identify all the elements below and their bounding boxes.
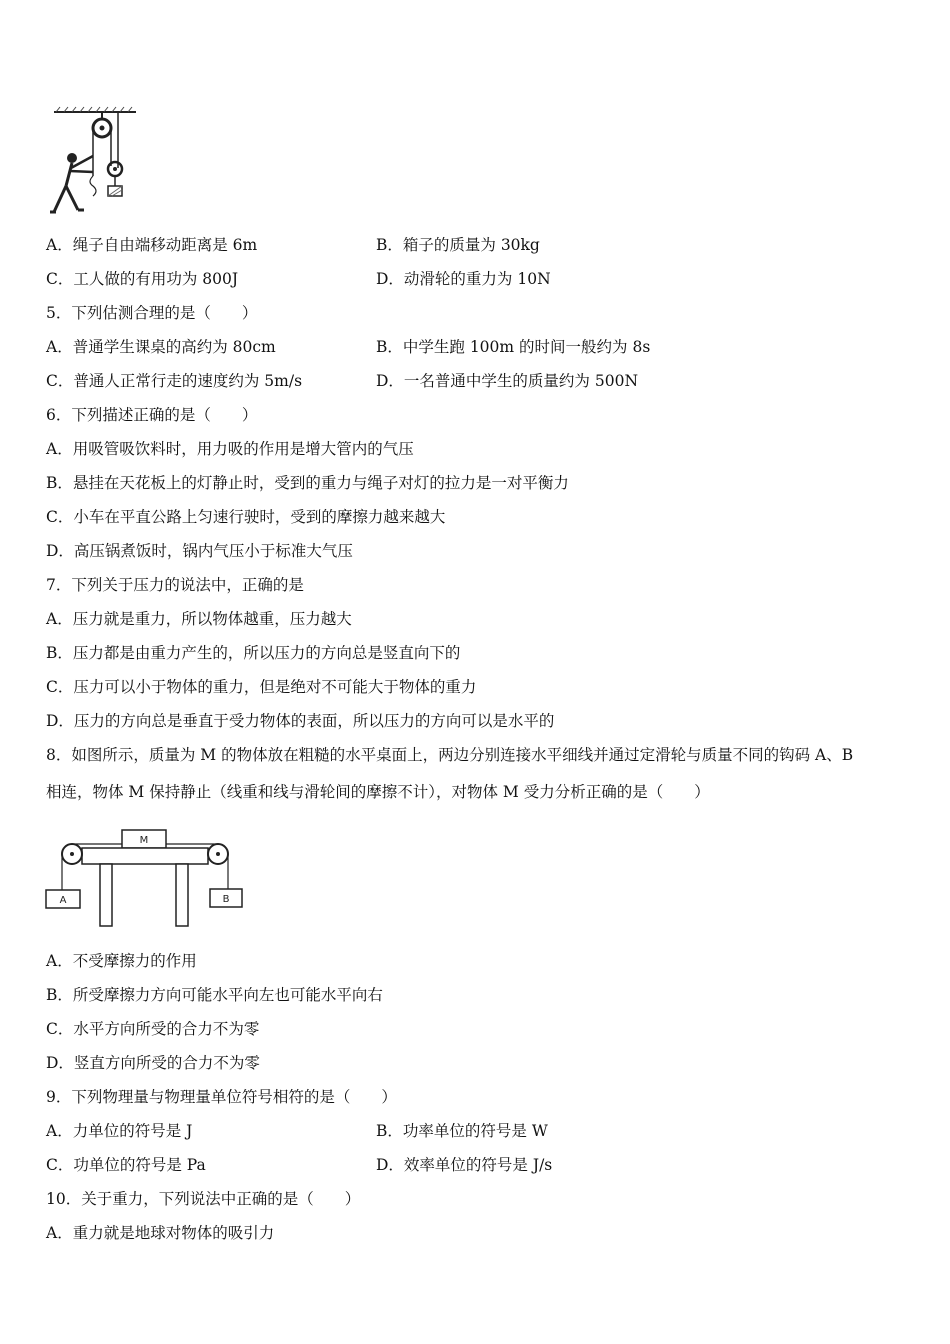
weight-b-label: B bbox=[222, 894, 230, 905]
q7-option-a: A．压力就是重力，所以物体越重，压力越大 bbox=[46, 610, 352, 628]
q10-stem: 10．关于重力，下列说法中正确的是（ ） bbox=[46, 1190, 361, 1208]
q8-option-a: A．不受摩擦力的作用 bbox=[46, 952, 197, 970]
q4-option-c: C．工人做的有用功为 800J bbox=[46, 270, 239, 288]
q5-stem: 5．下列估测合理的是（ ） bbox=[46, 304, 258, 322]
q7-option-c: C．压力可以小于物体的重力，但是绝对不可能大于物体的重力 bbox=[46, 678, 477, 696]
q4-option-a: A．绳子自由端移动距离是 6m bbox=[46, 236, 258, 254]
q8-option-b: B．所受摩擦力方向可能水平向左也可能水平向右 bbox=[46, 986, 383, 1004]
q5-option-c: C．普通人正常行走的速度约为 5m/s bbox=[46, 372, 303, 390]
q8-option-c: C．水平方向所受的合力不为零 bbox=[46, 1020, 260, 1038]
q8-stem-line1: 8．如图所示，质量为 M 的物体放在粗糙的水平桌面上，两边分别连接水平细线并通过定滑轮与质量不同的钩码 A、B bbox=[46, 746, 854, 764]
weight-a-label: A bbox=[59, 895, 67, 906]
q7-stem: 7．下列关于压力的说法中，正确的是 bbox=[46, 576, 304, 594]
q9-option-b: B．功率单位的符号是 W bbox=[376, 1122, 548, 1140]
q9-stem: 9．下列物理量与物理量单位符号相符的是（ ） bbox=[46, 1088, 397, 1106]
block-m-label: M bbox=[139, 835, 149, 846]
q5-option-b: B．中学生跑 100m 的时间一般约为 8s bbox=[376, 338, 651, 356]
q5-option-a: A．普通学生课桌的高约为 80cm bbox=[46, 338, 276, 356]
q6-option-c: C．小车在平直公路上匀速行驶时，受到的摩擦力越来越大 bbox=[46, 508, 446, 526]
table-pulley-figure bbox=[44, 826, 246, 930]
q6-option-a: A．用吸管吸饮料时，用力吸的作用是增大管内的气压 bbox=[46, 440, 414, 458]
q5-option-d: D．一名普通中学生的质量约为 500N bbox=[376, 372, 639, 390]
q8-option-d: D．竖直方向所受的合力不为零 bbox=[46, 1054, 260, 1072]
q10-option-a: A．重力就是地球对物体的吸引力 bbox=[46, 1224, 275, 1242]
pulley-worker-figure bbox=[44, 106, 140, 218]
q4-option-d: D．动滑轮的重力为 10N bbox=[376, 270, 551, 288]
q7-option-b: B．压力都是由重力产生的，所以压力的方向总是竖直向下的 bbox=[46, 644, 461, 662]
q6-stem: 6．下列描述正确的是（ ） bbox=[46, 406, 258, 424]
q4-option-b: B．箱子的质量为 30kg bbox=[376, 236, 540, 254]
q8-stem-line2: 相连，物体 M 保持静止（线重和线与滑轮间的摩擦不计），对物体 M 受力分析正确的是（ ） bbox=[46, 783, 710, 801]
q7-option-d: D．压力的方向总是垂直于受力物体的表面，所以压力的方向可以是水平的 bbox=[46, 712, 555, 730]
q9-option-d: D．效率单位的符号是 J/s bbox=[376, 1156, 553, 1174]
q6-option-b: B．悬挂在天花板上的灯静止时，受到的重力与绳子对灯的拉力是一对平衡力 bbox=[46, 474, 569, 492]
q9-option-c: C．功单位的符号是 Pa bbox=[46, 1156, 206, 1174]
q6-option-d: D．高压锅煮饭时，锅内气压小于标准大气压 bbox=[46, 542, 353, 560]
q9-option-a: A．力单位的符号是 J bbox=[46, 1122, 193, 1140]
